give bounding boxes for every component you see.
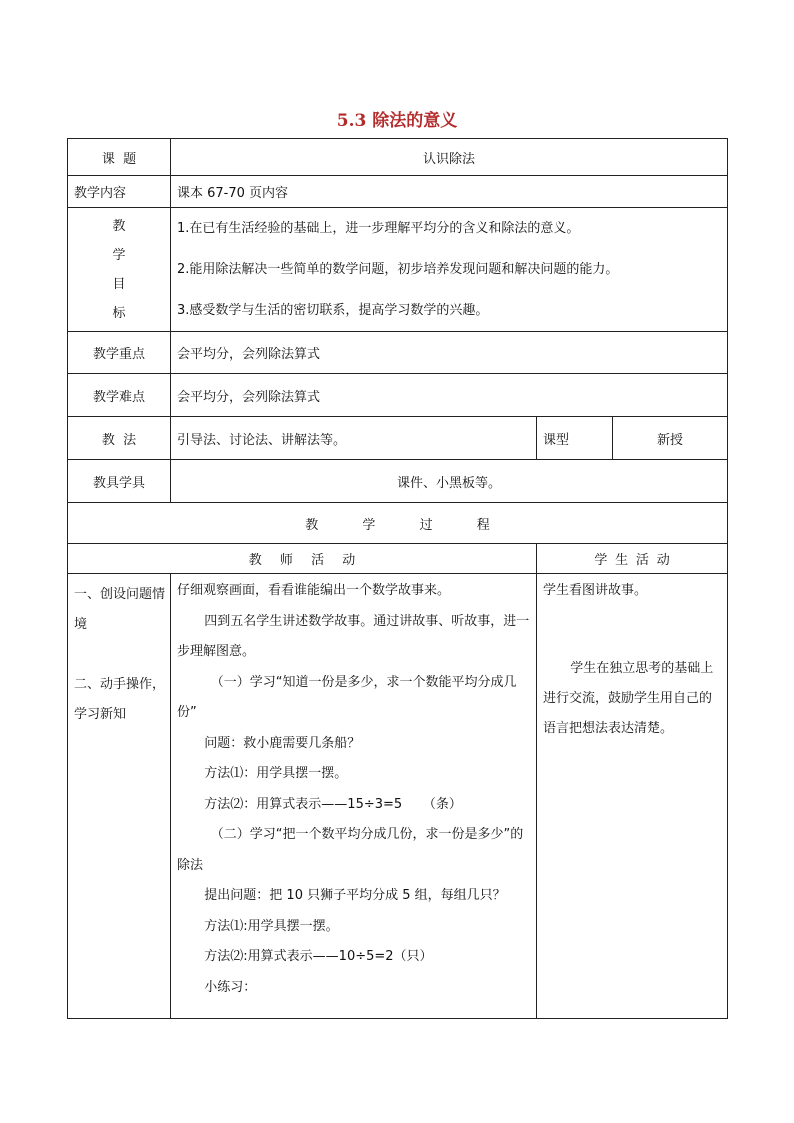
goals-label <box>68 208 171 332</box>
row-key-point <box>68 332 728 374</box>
teacher-line: （一）学习“知道一份是多少，求一个数能平均分成几份” <box>177 674 517 720</box>
teacher-line: 提出问题：把 10 只狮子平均分成 5 组，每组几只？ <box>204 888 506 903</box>
lesson-type-label: 课型 <box>537 417 613 460</box>
key-point-label: 教学重点 <box>68 332 171 374</box>
student-activity-header: 学生活动 <box>537 544 728 574</box>
difficulty-label: 教学难点 <box>68 374 171 417</box>
goals-label-char: 教 <box>112 218 126 234</box>
row-difficulty <box>68 374 728 417</box>
student-activity <box>537 574 728 1019</box>
teacher-line: 问题：救小鹿需要几条船？ <box>204 735 361 751</box>
process-title: 教学过程 <box>68 503 728 544</box>
goals-label-char: 标 <box>112 305 126 321</box>
row-method <box>68 417 728 460</box>
teacher-line: （二）学习“把一个数平均分成几份，求一份是多少”的除法 <box>177 827 524 873</box>
goals-label-char: 学 <box>112 247 126 263</box>
student-line: 学生看图讲故事。 <box>543 583 648 598</box>
teacher-activity <box>171 574 537 1019</box>
row-goals <box>68 208 728 332</box>
row-process-headers <box>68 544 728 574</box>
teacher-line: 方法⑵：用算式表示——15÷3=5 （条） <box>204 796 462 812</box>
content-label: 教学内容 <box>68 176 171 208</box>
row-content <box>68 176 728 208</box>
goal-item: 1.在已有生活经验的基础上，进一步理解平均分的含义和除法的意义。 <box>177 221 580 236</box>
topic-value: 认识除法 <box>171 139 728 176</box>
method-label: 教 法 <box>68 417 171 460</box>
tools-label: 教具学具 <box>68 460 171 503</box>
method-value: 引导法、讨论法、讲解法等。 <box>171 417 537 460</box>
goal-item: 2.能用除法解决一些简单的数学问题，初步培养发现问题和解决问题的能力。 <box>177 262 619 277</box>
lesson-plan-table <box>67 138 728 1019</box>
tools-value: 课件、小黑板等。 <box>171 460 728 503</box>
teacher-line: 仔细观察画面，看看谁能编出一个数学故事来。 <box>177 583 451 598</box>
teacher-line: 小练习： <box>204 979 257 995</box>
lesson-type-value: 新授 <box>613 417 728 460</box>
teacher-line: 方法⑵:用算式表示——10÷5=2（只） <box>204 949 433 964</box>
key-point-value: 会平均分，会列除法算式 <box>171 332 728 374</box>
student-line: 学生在独立思考的基础上进行交流，鼓励学生用自己的语言把想法表达清楚。 <box>543 661 714 736</box>
teacher-line: 方法⑴:用学具摆一摆。 <box>204 918 339 934</box>
row-topic <box>68 139 728 176</box>
row-process-body <box>68 574 728 1019</box>
section-label: 一、创设问题情境 <box>74 587 166 632</box>
teacher-line: 四到五名学生讲述数学故事。通过讲故事、听故事，进一步理解图意。 <box>177 613 530 659</box>
goals-label-char: 目 <box>112 276 126 292</box>
teacher-activity-header: 教师活动 <box>68 544 537 574</box>
goals-list <box>171 208 728 332</box>
page-title: 5.3 除法的意义 <box>336 111 458 131</box>
row-tools <box>68 460 728 503</box>
section-label: 二、动手操作，学习新知 <box>74 677 166 722</box>
difficulty-value: 会平均分，会列除法算式 <box>171 374 728 417</box>
process-sections <box>68 574 171 1019</box>
topic-label: 课 题 <box>68 139 171 176</box>
row-process-title <box>68 503 728 544</box>
goal-item: 3.感受数学与生活的密切联系，提高学习数学的兴趣。 <box>177 303 489 318</box>
content-value: 课本 67-70 页内容 <box>171 176 728 208</box>
teacher-line: 方法⑴：用学具摆一摆。 <box>204 766 348 781</box>
